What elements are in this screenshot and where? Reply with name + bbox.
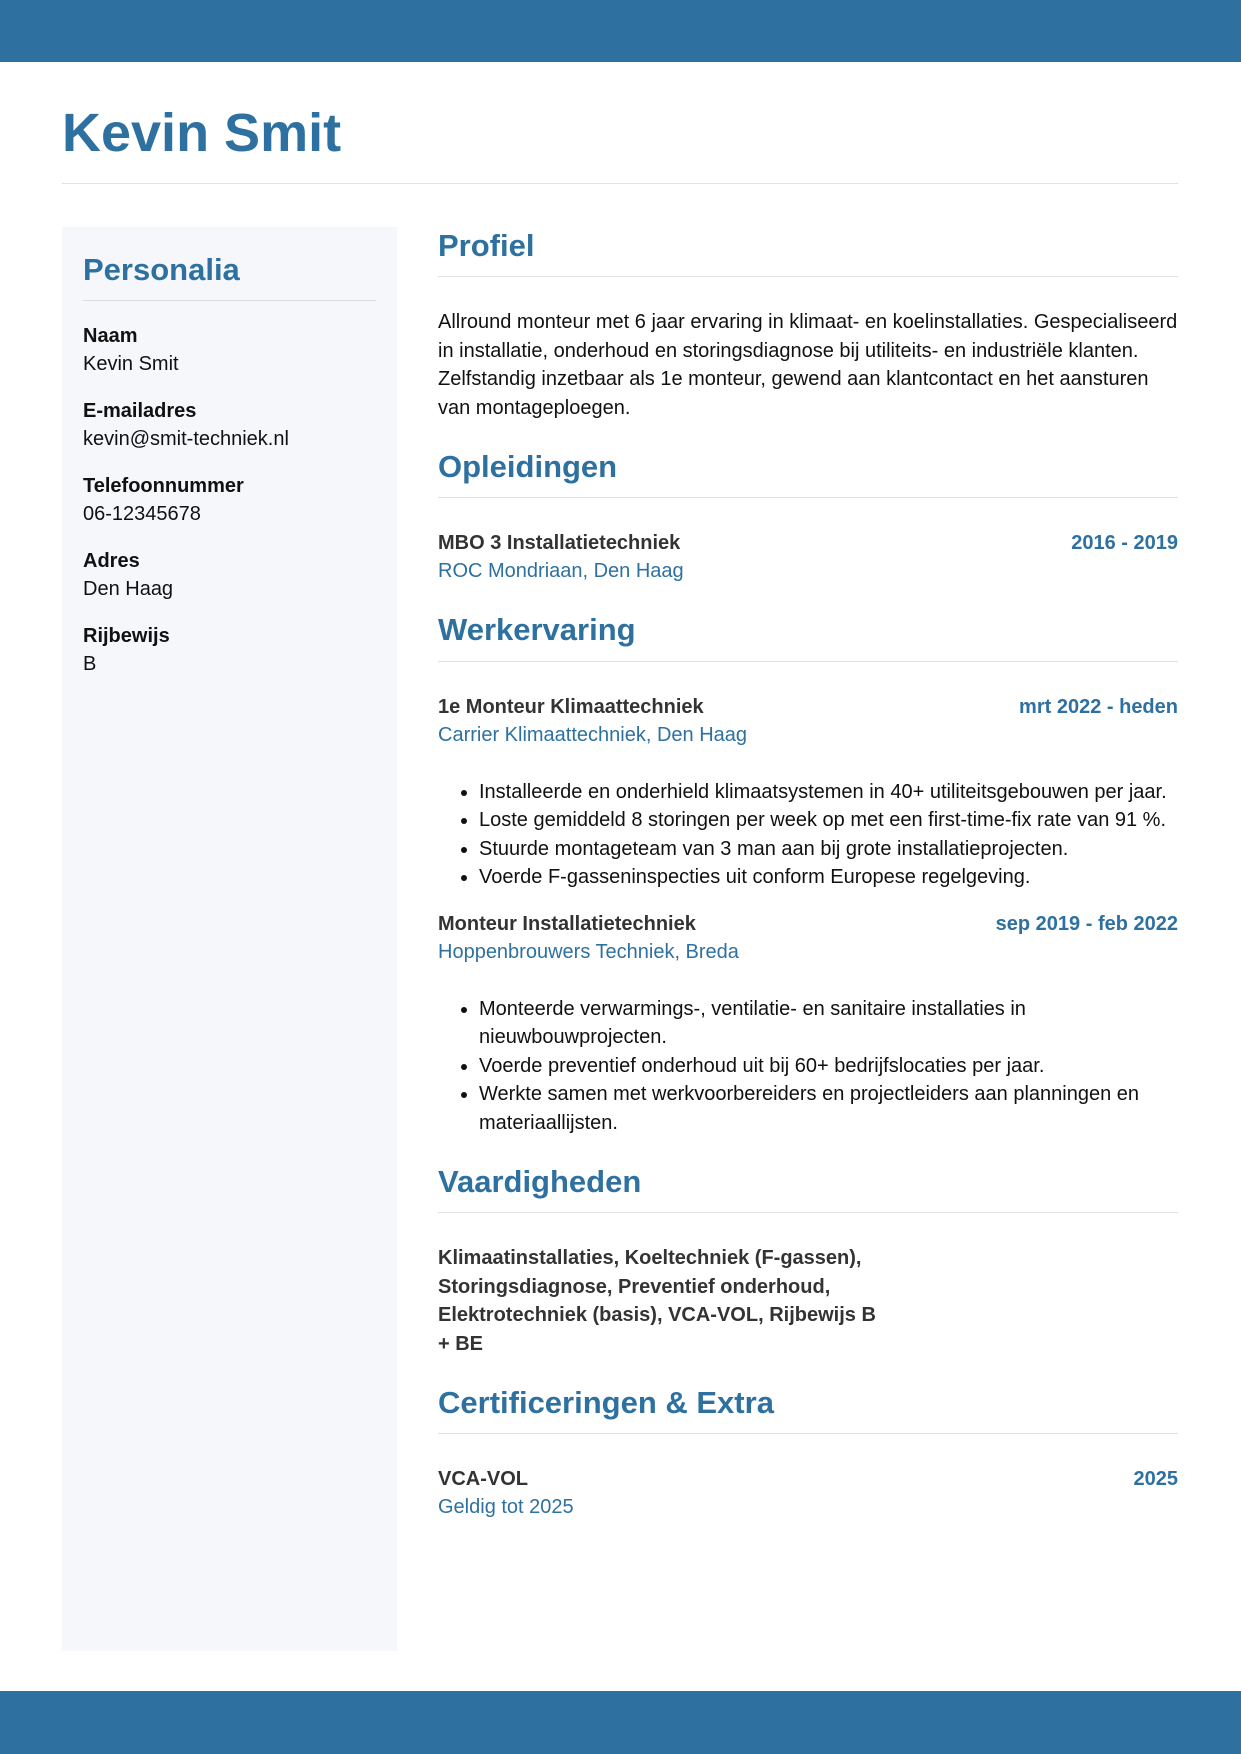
- field-email: [83, 397, 376, 453]
- bullet-list: [438, 778, 1178, 892]
- field-label: Rijbewijs: [83, 625, 170, 648]
- bottom-banner: [0, 1691, 1241, 1754]
- list-item: • Stuurde montageteam van 3 man aan bij grote installatieprojecten.: [479, 835, 1178, 864]
- personal-details-sidebar: [62, 227, 397, 1651]
- education-entry: [438, 529, 1178, 585]
- education-section: [438, 448, 1178, 585]
- bullet-list: [438, 995, 1178, 1138]
- entry-employer: Hoppenbrouwers Techniek, Breda: [438, 940, 739, 963]
- main-content: [438, 227, 1178, 1547]
- field-phone: [83, 472, 376, 528]
- skills-section: [438, 1163, 1178, 1358]
- top-banner: [0, 0, 1241, 62]
- section-title: Profiel: [438, 227, 1178, 277]
- list-item: • Voerde preventief onderhoud uit bij 60+ bedrijfslocaties per jaar.: [479, 1052, 1178, 1081]
- field-label: Naam: [83, 325, 138, 348]
- entry-date: 2016 - 2019: [1071, 532, 1178, 555]
- field-address: [83, 547, 376, 603]
- entry-header: [438, 529, 1178, 557]
- entry-institution: ROC Mondriaan, Den Haag: [438, 560, 684, 583]
- field-name: [83, 322, 376, 378]
- list-item: • Installeerde en onderhield klimaatsystemen in 40+ utiliteitsgebouwen per jaar.: [479, 778, 1178, 807]
- entry-title: 1e Monteur Klimaattechniek: [438, 695, 704, 718]
- field-value: Den Haag: [83, 578, 174, 601]
- field-value: 06-12345678: [83, 503, 201, 526]
- certifications-section: [438, 1384, 1178, 1521]
- entry-title: MBO 3 Installatietechniek: [438, 532, 681, 555]
- section-title: Opleidingen: [438, 448, 1178, 498]
- header-divider: [62, 183, 1178, 184]
- skills-text: Klimaatinstallaties, Koeltechniek (F-gassen), Storingsdiagnose, Preventief onderhoud, Elektrotechniek (basis), VCA-VOL, Rijbewijs B + BE: [438, 1247, 876, 1355]
- entry-title: Monteur Installatietechniek: [438, 912, 696, 935]
- entry-title: VCA-VOL: [438, 1468, 528, 1491]
- field-value: kevin@smit-techniek.nl: [83, 428, 289, 451]
- entry-validity: Geldig tot 2025: [438, 1496, 574, 1519]
- section-title: Vaardigheden: [438, 1163, 1178, 1213]
- profile-text: Allround monteur met 6 jaar ervaring in klimaat- en koelinstallaties. Gespecialiseerd in installatie, onderhoud en storingsdiagnose bij utiliteits- en industriële klanten. Zelfstandig inzetbaar als 1e monteur, gewend aan klantcontact en het aansturen van montageploegen.: [438, 311, 1178, 419]
- field-label: Adres: [83, 550, 140, 573]
- section-title: Werkervaring: [438, 611, 1178, 661]
- experience-section: [438, 611, 1178, 1137]
- entry-header: [438, 693, 1178, 721]
- field-value: B: [83, 653, 97, 676]
- list-item: • Werkte samen met werkvoorbereiders en projectleiders aan planningen en materiaallijsten.: [479, 1080, 1178, 1137]
- sidebar-title: Personalia: [83, 251, 376, 301]
- candidate-name: Kevin Smit: [62, 103, 342, 163]
- entry-date: mrt 2022 - heden: [1019, 695, 1178, 718]
- section-title: Certificeringen & Extra: [438, 1384, 1178, 1434]
- experience-entry: [438, 910, 1178, 1138]
- field-license: [83, 622, 376, 678]
- experience-entry: [438, 693, 1178, 892]
- field-label: Telefoonnummer: [83, 475, 244, 498]
- entry-date: 2025: [1133, 1468, 1178, 1491]
- list-item: • Monteerde verwarmings-, ventilatie- en sanitaire installaties in nieuwbouwprojecten.: [479, 995, 1178, 1052]
- entry-header: [438, 910, 1178, 938]
- field-label: E-mailadres: [83, 400, 197, 423]
- list-item: • Loste gemiddeld 8 storingen per week op met een first-time-fix rate van 91 %.: [479, 806, 1178, 835]
- certification-entry: [438, 1465, 1178, 1521]
- entry-employer: Carrier Klimaattechniek, Den Haag: [438, 723, 748, 746]
- field-value: Kevin Smit: [83, 353, 179, 376]
- list-item: • Voerde F-gasseninspecties uit conform Europese regelgeving.: [479, 863, 1178, 892]
- profile-section: [438, 227, 1178, 422]
- entry-header: [438, 1465, 1178, 1493]
- entry-date: sep 2019 - feb 2022: [995, 912, 1178, 935]
